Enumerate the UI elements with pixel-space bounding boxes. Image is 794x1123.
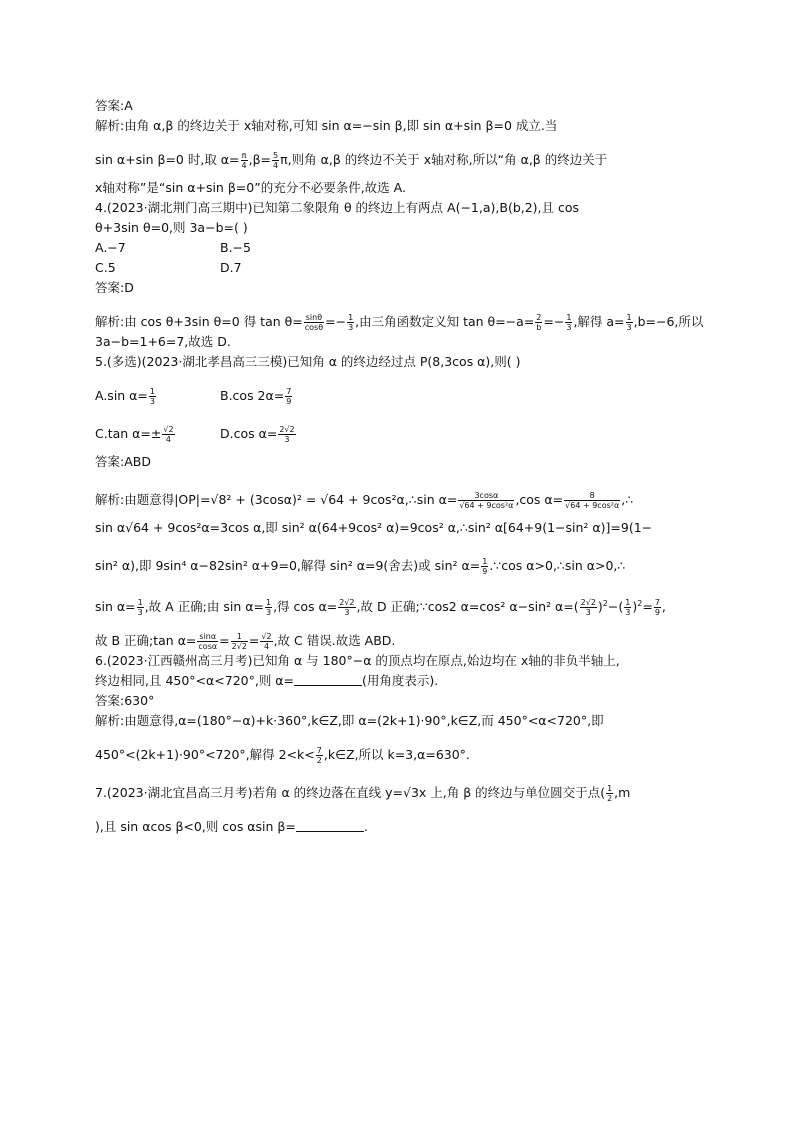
fraction: $\frac{1}{3}$ xyxy=(265,598,272,617)
q5-solution-line1: 解析:由题意得|OP|=√8² + (3cosα)² = √64 + 9cos²α,∴sin α= $\frac{3\cos\alpha}{\text{√64 + 9cos²α}}$ ,cos α= $\frac{8}{\text{√64 + 9cos²α}}$ ,∴ xyxy=(95,491,634,510)
option-d: D.cos α= $\frac{2√2}{3}$ xyxy=(220,425,295,444)
fraction: $\frac{5}{4}$ xyxy=(273,151,279,170)
fraction: $\frac{\sin\theta}{\cos\theta}$ xyxy=(304,313,324,332)
fraction: $\frac{\sin\alpha}{\cos\alpha}$ xyxy=(198,632,218,651)
fraction: $\frac{1}{3}$ xyxy=(137,598,143,617)
fraction: $\frac{√2}{4}$ xyxy=(261,632,272,651)
fraction: $\frac{1}{3}$ xyxy=(625,598,631,617)
fraction: $\frac{1}{3}$ xyxy=(566,313,572,332)
fraction: $\frac{2√2}{3}$ xyxy=(580,598,596,617)
document-page xyxy=(95,96,705,837)
q3-answer: 答案:A xyxy=(95,98,133,113)
option-a: A.sin α= $\frac{1}{3}$ xyxy=(95,387,155,406)
q6-stem-line1: 6.(2023·江西赣州高三月考)已知角 α 与 180°−α 的顶点均在原点,始边均在 x轴的非负半轴上, xyxy=(95,653,620,668)
fraction: $\frac{7}{2}$ xyxy=(316,746,322,765)
fraction: $\frac{√2}{4}$ xyxy=(163,425,174,444)
q3-solution-line2: sin α+sin β=0 时,取 α= $\frac{\pi}{4}$ ,β= $\frac{5}{4}$ π,则角 α,β 的终边不关于 x轴对称,所以“角 α,β 的终边关于 xyxy=(95,151,608,170)
q5-answer: 答案:ABD xyxy=(95,454,151,469)
q4-answer: 答案:D xyxy=(95,280,134,295)
q6-solution-line1: 解析:由题意得,α=(180°−α)+k·360°,k∈Z,即 α=(2k+1)·90°,k∈Z,而 450°<α<720°,即 xyxy=(95,713,604,728)
fraction: $\frac{3\cos\alpha}{\text{√64 + 9cos²α}}$ xyxy=(459,491,514,510)
q5-solution-line2: sin α√64 + 9cos²α=3cos α,即 sin² α(64+9cos² α)=9cos² α,∴sin² α[64+9(1−sin² α)]=9(1− xyxy=(95,520,653,535)
q7-stem-line2: ),且 sin αcos β<0,则 cos αsin β= . xyxy=(95,819,368,834)
q5-solution-line4: sin α= $\frac{1}{3}$ ,故 A 正确;由 sin α= $\frac{1}{3}$ ,得 cos α= $\frac{2√2}{3}$ ,故 D 正确;∵cos2 α=cos² α−sin² α=( $\frac{2√2}{3}$ )$^2$−( $\frac{1}{3}$ )$^2$= $\frac{7}{9}$ , xyxy=(95,598,666,617)
q5-options-row2 xyxy=(95,424,705,444)
fraction: $\frac{1}{9}$ xyxy=(482,557,488,576)
fraction: $\frac{7}{9}$ xyxy=(286,387,292,406)
fraction: $\frac{1}{2}$ xyxy=(607,784,613,803)
fraction: $\frac{1}{3}$ xyxy=(626,313,632,332)
answer-blank xyxy=(294,673,362,686)
q7-stem-line1: 7.(2023·湖北宜昌高三月考)若角 α 的终边落在直线 y=√3x 上,角 β 的终边与单位圆交于点( $\frac{1}{2}$ ,m xyxy=(95,784,631,803)
option-a: A.−7 xyxy=(95,240,126,255)
q4-solution-line2: 3a−b=1+6=7,故选 D. xyxy=(95,334,231,349)
option-c: C.tan α=± $\frac{√2}{4}$ xyxy=(95,425,174,444)
q3-solution-line3: x轴对称”是“sin α+sin β=0”的充分不必要条件,故选 A. xyxy=(95,180,406,195)
fraction: $\frac{\pi}{4}$ xyxy=(241,151,247,170)
q5-solution-line3: sin² α),即 9sin⁴ α−82sin² α+9=0,解得 sin² α=9(舍去)或 sin² α= $\frac{1}{9}$ .∵cos α>0,∴sin α>0,∴ xyxy=(95,557,626,576)
fraction: $\frac{7}{9}$ xyxy=(654,598,660,617)
option-b: B.cos 2α= $\frac{7}{9}$ xyxy=(220,387,292,406)
fraction: $\frac{2√2}{3}$ xyxy=(279,425,295,444)
option-c: C.5 xyxy=(95,260,116,275)
q4-options-row2 xyxy=(95,258,705,278)
fraction: $\frac{1}{3}$ xyxy=(149,387,155,406)
fraction: $\frac{2}{b}$ xyxy=(536,313,542,332)
q6-stem-line2: 终边相同,且 450°<α<720°,则 α= (用角度表示). xyxy=(95,673,439,688)
option-d: D.7 xyxy=(220,260,242,275)
q4-options-row1 xyxy=(95,238,705,258)
q4-stem-line2: θ+3sin θ=0,则 3a−b=( ) xyxy=(95,220,248,235)
q6-answer: 答案:630° xyxy=(95,693,155,708)
fraction: $\frac{2√2}{3}$ xyxy=(339,598,355,617)
fraction: $\frac{1}{2√2}$ xyxy=(231,632,247,651)
q5-solution-line5: 故 B 正确;tan α= $\frac{\sin\alpha}{\cos\alpha}$ = $\frac{1}{2√2}$ = $\frac{√2}{4}$ ,故 C 错误.故选 ABD. xyxy=(95,632,396,651)
q5-options-row1 xyxy=(95,386,705,406)
option-b: B.−5 xyxy=(220,240,251,255)
fraction: $\frac{8}{\text{√64 + 9cos²α}}$ xyxy=(565,491,620,510)
fraction: $\frac{1}{3}$ xyxy=(348,313,354,332)
q4-solution-line1: 解析:由 cos θ+3sin θ=0 得 tan θ= $\frac{\sin\theta}{\cos\theta}$ =− $\frac{1}{3}$ ,由三角函数定义知 tan θ=−a= $\frac{2}{b}$ =− $\frac{1}{3}$ ,解得 a= $\frac{1}{3}$ ,b=−6,所以 xyxy=(95,313,704,332)
q4-stem-line1: 4.(2023·湖北荆门高三期中)已知第二象限角 θ 的终边上有两点 A(−1,a),B(b,2),且 cos xyxy=(95,200,580,215)
q6-solution-line2: 450°<(2k+1)·90°<720°,解得 2<k< $\frac{7}{2}$ ,k∈Z,所以 k=3,α=630°. xyxy=(95,746,470,765)
q5-stem: 5.(多选)(2023·湖北孝昌高三三模)已知角 α 的终边经过点 P(8,3cos α),则( ) xyxy=(95,354,521,369)
answer-blank xyxy=(296,819,364,832)
q3-solution-line1: 解析:由角 α,β 的终边关于 x轴对称,可知 sin α=−sin β,即 sin α+sin β=0 成立.当 xyxy=(95,118,558,133)
